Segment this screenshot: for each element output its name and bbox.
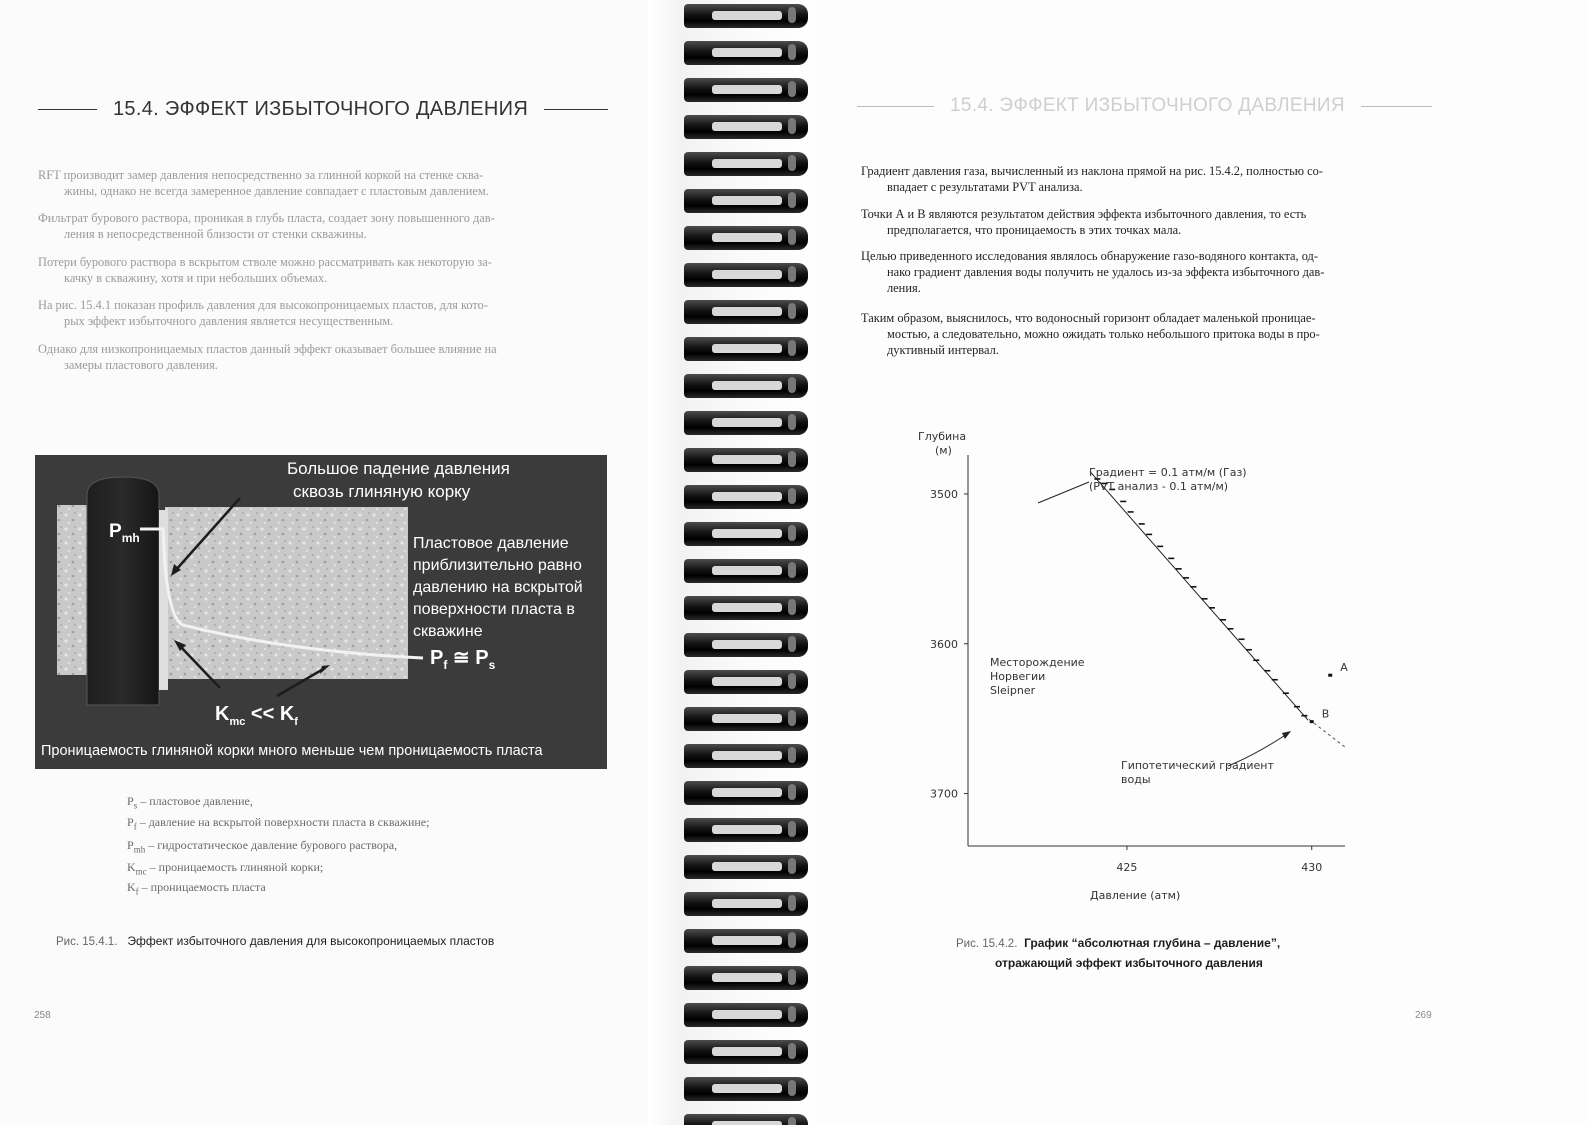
y-axis-label-2: (м)	[935, 444, 952, 457]
binding-coil	[684, 152, 808, 176]
left-page	[0, 0, 660, 1125]
gas-gradient-line	[1090, 471, 1308, 720]
binding-coil-gap	[712, 492, 782, 501]
binding-coil	[684, 1114, 808, 1125]
spiral-binding	[648, 0, 820, 1125]
binding-coil-shine	[788, 192, 796, 208]
binding-coil	[684, 337, 808, 361]
binding-coil-gap	[712, 344, 782, 353]
binding-coil	[684, 633, 808, 657]
field-name-3: Sleipner	[990, 684, 1036, 697]
binding-coil	[684, 1077, 808, 1101]
binding-coil-gap	[712, 233, 782, 242]
binding-coil-gap	[712, 603, 782, 612]
left-paragraph-2: Фильтрат бурового раствора, проникая в глубь пласта, создает зону повышенного дав- ления в непосредственной близости от стенки скважины.	[38, 211, 495, 241]
binding-coil	[684, 189, 808, 213]
gradient-annotation-1: Градиент = 0.1 атм/м (Газ)	[1089, 466, 1247, 479]
label-pf-approx-ps: $P_f$ ≅ $P_s$	[430, 647, 496, 672]
binding-coil-gap	[712, 455, 782, 464]
binding-coil	[684, 78, 808, 102]
binding-coil-gap	[712, 677, 782, 686]
binding-coil	[684, 448, 808, 472]
legend-kf: $K_f$ – проницаемость пласта	[127, 880, 266, 897]
label-formation-pressure: Пластовое давление приблизительно равно давлению на вскрытой поверхности пласта в скважине	[413, 535, 583, 640]
binding-coil	[684, 41, 808, 65]
binding-coil-shine	[788, 1117, 796, 1125]
binding-coil	[684, 300, 808, 324]
right-page-header	[857, 95, 1432, 117]
right-page-number: 269	[1415, 1010, 1432, 1021]
binding-coil	[684, 559, 808, 583]
header-rule-right	[544, 109, 608, 110]
binding-coil	[684, 707, 808, 731]
binding-coil-gap	[712, 751, 782, 760]
binding-coil-shine	[788, 7, 796, 23]
binding-coil-shine	[788, 451, 796, 467]
binding-coil-shine	[788, 44, 796, 60]
binding-coil-shine	[788, 562, 796, 578]
right-paragraph-1: Градиент давления газа, вычисленный из наклона прямой на рис. 15.4.2, полностью со- впадает с результатами PVT анализа.	[861, 164, 1323, 194]
binding-coil-gap	[712, 196, 782, 205]
binding-coil-shine	[788, 969, 796, 985]
binding-coil	[684, 4, 808, 28]
gradient-annotation-leader	[1038, 482, 1089, 503]
binding-coil-shine	[788, 1080, 796, 1096]
binding-coil-shine	[788, 636, 796, 652]
binding-coil	[684, 522, 808, 546]
x-axis-label: Давление (атм)	[1090, 889, 1181, 902]
binding-coil	[684, 115, 808, 139]
binding-coil	[684, 781, 808, 805]
left-paragraph-5: Однако для низкопроницаемых пластов данный эффект оказывает большее влияние на замеры пластового давления.	[38, 342, 497, 372]
right-page	[815, 0, 1587, 1125]
field-name-1: Месторождение	[990, 656, 1085, 669]
binding-coil-shine	[788, 895, 796, 911]
binding-coil-gap	[712, 788, 782, 797]
binding-coil-shine	[788, 414, 796, 430]
binding-coil	[684, 892, 808, 916]
special-point-marker	[1328, 674, 1332, 677]
binding-coil-gap	[712, 85, 782, 94]
binding-coil-gap	[712, 418, 782, 427]
binding-coil	[684, 411, 808, 435]
binding-coil-gap	[712, 48, 782, 57]
binding-coil-gap	[712, 1010, 782, 1019]
binding-coil-gap	[712, 566, 782, 575]
legend-kmc: $K_{mc}$ – проницаемость глиняной корки;	[127, 860, 324, 877]
header-rule-left	[38, 109, 97, 110]
binding-coil	[684, 670, 808, 694]
figure-mudcake-diagram	[35, 455, 607, 769]
binding-coil	[684, 966, 808, 990]
binding-coil-gap	[712, 270, 782, 279]
binding-coil-shine	[788, 229, 796, 245]
header-rule-left	[857, 106, 934, 107]
legend-pf: $P_f$ – давление на вскрытой поверхности пласта в скважине;	[127, 815, 430, 832]
binding-coil-shine	[788, 784, 796, 800]
left-page-header	[38, 98, 608, 121]
special-point-label: A	[1340, 661, 1348, 675]
right-paragraph-2: Точки А и В являются результатом действия эффекта избыточного давления, то есть предполагается, что проницаемость в этих точках мала.	[861, 207, 1307, 237]
binding-coil-shine	[788, 377, 796, 393]
field-name-2: Норвегии	[990, 670, 1046, 683]
binding-coil-gap	[712, 640, 782, 649]
depth-pressure-chart	[910, 420, 1360, 915]
binding-coil-shine	[788, 673, 796, 689]
binding-coil-shine	[788, 1043, 796, 1059]
binding-coil-shine	[788, 155, 796, 171]
binding-coil-shine	[788, 858, 796, 874]
binding-coil-gap	[712, 862, 782, 871]
header-rule-right	[1361, 106, 1432, 107]
label-pressure-drop-2: сквозь глиняную корку	[293, 482, 471, 501]
binding-coil	[684, 855, 808, 879]
left-paragraph-1: RFT производит замер давления непосредственно за глинной коркой на стенке сква- жины, однако не всегда замеренное давление совпадает с пластовым давлением.	[38, 168, 489, 198]
hypothetical-annotation-arrowhead	[1282, 731, 1291, 739]
special-point-marker	[1310, 720, 1314, 723]
binding-coil	[684, 1040, 808, 1064]
special-point-label: B	[1321, 707, 1330, 721]
binding-coil-shine	[788, 821, 796, 837]
binding-coil-gap	[712, 122, 782, 131]
wellbore	[87, 477, 159, 705]
binding-coil-shine	[788, 599, 796, 615]
binding-coil-gap	[712, 714, 782, 723]
binding-coil-shine	[788, 303, 796, 319]
legend-ps: $P_s$ – пластовое давление,	[127, 794, 253, 811]
binding-coil-gap	[712, 899, 782, 908]
binding-coil-gap	[712, 381, 782, 390]
binding-coil-gap	[712, 825, 782, 834]
y-axis-ticks	[930, 488, 968, 801]
binding-coil	[684, 263, 808, 287]
x-axis-ticks	[1116, 846, 1322, 874]
binding-coil-shine	[788, 266, 796, 282]
figure-2-caption-line-2: отражающий эффект избыточного давления	[995, 956, 1263, 970]
binding-coil-gap	[712, 936, 782, 945]
binding-coil-gap	[712, 159, 782, 168]
binding-coil-gap	[712, 1047, 782, 1056]
left-paragraph-3: Потери бурового раствора в вскрытом стволе можно рассматривать как некоторую за- качку в скважину, хотя и при небольших объемах.	[38, 255, 492, 285]
x-tick-label: 430	[1301, 861, 1323, 874]
legend-pmh: $P_{mh}$ – гидростатическое давление бурового раствора,	[127, 838, 398, 855]
x-tick-label: 425	[1116, 861, 1138, 874]
binding-coil-gap	[712, 11, 782, 20]
binding-coil	[684, 596, 808, 620]
binding-coil-shine	[788, 1006, 796, 1022]
figure-1-caption: Рис. 15.4.1. Эффект избыточного давления для высокопроницаемых пластов	[56, 934, 495, 948]
binding-coil-shine	[788, 747, 796, 763]
left-header-title: 15.4. ЭФФЕКТ ИЗБЫТОЧНОГО ДАВЛЕНИЯ	[113, 98, 529, 120]
binding-coil-shine	[788, 118, 796, 134]
right-paragraph-3: Целью приведенного исследования являлось обнаружение газо-водяного контакта, од- нако градиент давления воды получить не удалось из-за эффекта избыточного дав- ления.	[861, 249, 1325, 295]
y-axis-label-1: Глубина	[918, 430, 967, 443]
binding-coil	[684, 818, 808, 842]
binding-coil-shine	[788, 340, 796, 356]
y-tick-label: 3600	[930, 637, 958, 651]
binding-coil-shine	[788, 488, 796, 504]
binding-coil-shine	[788, 710, 796, 726]
left-paragraph-4: На рис. 15.4.1 показан профиль давления для высокопроницаемых пластов, для кото- рых эффект избыточного давления является несущественным.	[38, 298, 488, 328]
right-paragraph-4: Таким образом, выяснилось, что водоносный горизонт обладает маленькой проницае- мостью, а следовательно, можно ожидать только небольшого притока воды в про- дуктивный интервал.	[861, 311, 1320, 357]
binding-coil	[684, 1003, 808, 1027]
y-tick-label: 3500	[930, 487, 958, 501]
binding-coil-gap	[712, 529, 782, 538]
binding-coil	[684, 226, 808, 250]
binding-coil	[684, 744, 808, 768]
special-points	[1310, 661, 1348, 723]
hypothetical-annotation-2: воды	[1121, 773, 1151, 786]
label-pressure-drop-1: Большое падение давления	[287, 459, 510, 478]
figure-2-caption-line-1: Рис. 15.4.2. График “абсолютная глубина – давление”,	[956, 936, 1281, 950]
binding-coil-gap	[712, 973, 782, 982]
binding-coil-gap	[712, 1084, 782, 1093]
hypothetical-annotation-1: Гипотетический градиент	[1121, 759, 1274, 772]
binding-coil-gap	[712, 307, 782, 316]
label-permeability-comparison: Проницаемость глиняной корки много меньше чем проницаемость пласта	[41, 743, 543, 759]
gradient-annotation-2: (PVT анализ - 0.1 атм/м)	[1089, 480, 1229, 493]
binding-coil	[684, 374, 808, 398]
left-page-number: 258	[34, 1010, 51, 1021]
binding-coil-shine	[788, 932, 796, 948]
y-tick-label: 3700	[930, 787, 958, 801]
binding-coil	[684, 929, 808, 953]
binding-coil-shine	[788, 81, 796, 97]
label-pmh: $P_{mh}$	[109, 521, 140, 545]
right-header-title: 15.4. ЭФФЕКТ ИЗБЫТОЧНОГО ДАВЛЕНИЯ	[950, 95, 1345, 116]
binding-coil-gap	[712, 1121, 782, 1125]
binding-coil-shine	[788, 525, 796, 541]
label-kmc-ll-kf: $K_{mc} << K_f$	[215, 703, 298, 728]
binding-coil	[684, 485, 808, 509]
